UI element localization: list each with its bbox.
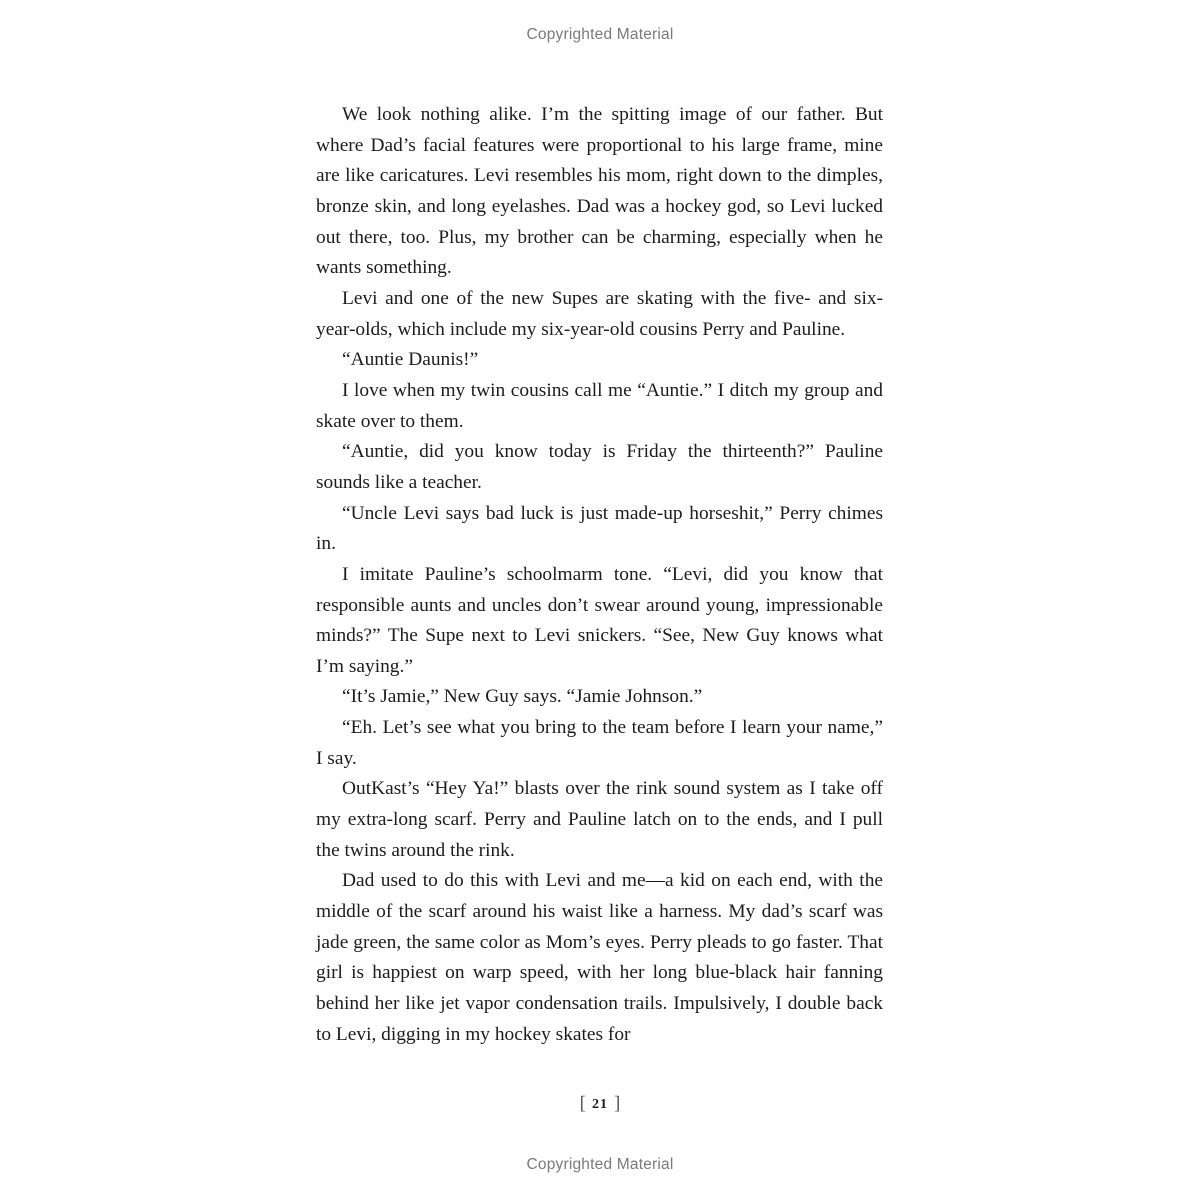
- paragraph: I imitate Pauline’s schoolmarm tone. “Levi, did you know that responsible aunts and uncles don’t swear around young, impressionable minds?” The Supe next to Levi snickers. “See, New Guy knows what I’m saying.”: [316, 563, 883, 677]
- paragraph: “Auntie, did you know today is Friday the thirteenth?” Pauline sounds like a teacher.: [316, 441, 883, 493]
- paragraph: Dad used to do this with Levi and me—a kid on each end, with the middle of the scarf around his waist like a harness. My dad’s scarf was jade green, the same color as Mom’s eyes. Perry pleads to go faster. That girl is happiest on warp speed, with her long blue-black hair fanning behind her like jet vapor condensation trails. Impulsively, I double back to Levi, digging in my hockey skates for: [316, 870, 883, 1045]
- page-number-value: 21: [592, 1097, 608, 1112]
- folio-bracket-left: [: [579, 1093, 586, 1114]
- paragraph: “It’s Jamie,” New Guy says. “Jamie Johnson.”: [342, 686, 703, 708]
- paragraph: “Uncle Levi says bad luck is just made-up horseshit,” Perry chimes in.: [316, 502, 883, 555]
- page-body: [316, 100, 883, 1050]
- paragraph: OutKast’s “Hey Ya!” blasts over the rink sound system as I take off my extra-long scarf. Perry and Pauline latch on to the ends, and I pull the twins around the rink.: [316, 778, 883, 861]
- paragraph: Levi and one of the new Supes are skating with the five- and six-year-olds, which include my six-year-old cousins Perry and Pauline.: [316, 287, 883, 340]
- paragraph: We look nothing alike. I’m the spitting image of our father. But where Dad’s facial features were proportional to his large frame, mine are like caricatures. Levi resembles his mom, right down to the dimples, bronze skin, and long eyelashes. Dad was a hockey god, so Levi lucked out there, too. Plus, my brother can be charming, especially when he wants something.: [316, 104, 883, 279]
- page-number: [0, 1093, 1200, 1115]
- watermark-top: Copyrighted Material: [526, 26, 674, 43]
- watermark-bottom: Copyrighted Material: [526, 1156, 674, 1173]
- paragraph: I love when my twin cousins call me “Auntie.” I ditch my group and skate over to them.: [316, 379, 883, 432]
- paragraph: “Eh. Let’s see what you bring to the team before I learn your name,” I say.: [316, 717, 883, 769]
- paragraph: “Auntie Daunis!”: [342, 349, 479, 371]
- folio-bracket-right: ]: [614, 1093, 621, 1114]
